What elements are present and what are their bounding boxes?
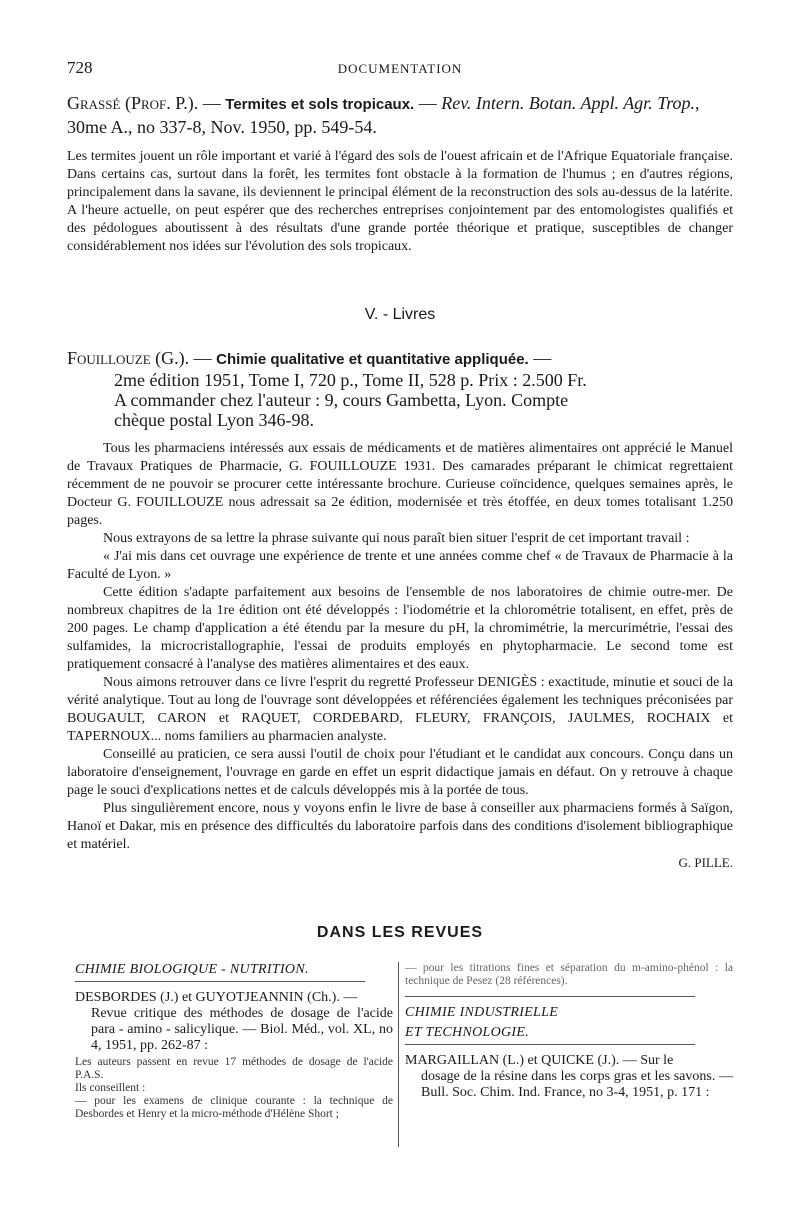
entry-dash: — <box>198 93 226 113</box>
entry-journal: Rev. Intern. Botan. Appl. Agr. Trop. <box>441 93 696 113</box>
book-order-line: A commander chez l'auteur : 9, cours Gambetta, Lyon. Compte <box>114 390 569 410</box>
heading-rule <box>75 981 365 982</box>
book-author: Fouillouze (G.). <box>67 348 190 368</box>
book-dash: — <box>189 348 217 368</box>
heading-rule <box>405 1044 695 1045</box>
entry-citation <box>67 92 733 138</box>
right-column-heading: CHIMIE INDUSTRIELLE <box>405 1005 559 1020</box>
right-note-top: — pour les titrations fines et séparation du m-amino-phénol : la technique de Pesez (28 références). <box>405 962 733 987</box>
entry-details: , 30me A., no 337-8, Nov. 1950, pp. 549-54. <box>67 93 700 137</box>
right-entry-title: dosage de la résine dans les corps gras et les savons. — Bull. Soc. Chim. Ind. France, no 3-4, 1951, p. 171 : <box>421 1069 733 1100</box>
left-entry-authors: DESBORDES (J.) et GUYOTJEANNIN (Ch.). — <box>75 990 358 1005</box>
left-column <box>75 962 393 1121</box>
entry-abstract <box>67 148 733 256</box>
column-divider <box>398 962 399 1147</box>
left-entry-note <box>75 1056 393 1121</box>
book-postal-line: chèque postal Lyon 346-98. <box>114 410 314 430</box>
book-edition: 2me édition 1951, Tome I, 720 p., Tome II, 528 p. Prix : 2.500 Fr. <box>114 370 587 390</box>
left-note-line: Les auteurs passent en revue 17 méthodes de dosage de l'acide P.A.S. <box>75 1056 393 1081</box>
right-column <box>405 962 733 1101</box>
book-dash-2: — <box>528 348 552 368</box>
review-paragraph: Cette édition s'adapte parfaitement aux besoins de l'ensemble de nos laboratoires de chimie outre-mer. De nombreux chapitres de la 1re édition ont été développés : l'iodométrie et la chlorométrie totalisent, en effet, près de 200 pages. Le champ d'application a été étendu par la mesure du pH, la chromimétrie, la mercurimétrie, l'essai des sulfamides, la microcristallographie, l'essai de produits employés en phytopharmacie. Le second tome est pratiquement consacré à l'analyse des matières alimentaires et des eaux. <box>67 585 733 672</box>
left-entry-citation <box>75 990 393 1054</box>
right-entry-citation <box>405 1053 733 1101</box>
book-citation <box>67 348 733 430</box>
right-column-heading-2: ET TECHNOLOGIE. <box>405 1025 530 1040</box>
left-note-line: — pour les examens de clinique courante : la technique de Desbordes et Henry et la micro-méthode d'Hélène Short ; <box>75 1095 393 1120</box>
left-note-line: Ils conseillent : <box>75 1082 146 1094</box>
review-quote: « J'ai mis dans cet ouvrage une expérience de trente et une années comme chef « de Travaux de Pharmacie à la Faculté de Lyon. » <box>67 549 733 582</box>
left-column-heading: CHIMIE BIOLOGIQUE - NUTRITION. <box>75 962 309 977</box>
book-title: Chimie qualitative et quantitative appliquée. <box>216 351 529 368</box>
page-number: 728 <box>67 58 93 77</box>
review-paragraph: Nous aimons retrouver dans ce livre l'esprit du regretté Professeur DENIGÈS : exactitude, minutie et souci de la vérité analytique. Tout au long de l'ouvrage sont développées et référenciées également les techniques préconisées par BOUGAULT, CARON et RAQUET, CORDEBARD, FLEURY, FRANÇOIS, JAULMES, ROCHAIX et TAPERNOUX... noms familiers au pharmacien analyste. <box>67 675 733 744</box>
entry-dash-2: — <box>414 93 442 113</box>
entry-title: Termites et sols tropicaux. <box>225 96 415 113</box>
review-signature: G. PILLE. <box>678 855 733 870</box>
book-review <box>67 440 733 872</box>
entry-author: Grassé (Prof. P.). <box>67 93 199 113</box>
revues-heading: DANS LES REVUES <box>316 924 484 941</box>
left-entry-title: Revue critique des méthodes de dosage de l'acide para - amino - salicylique. — Biol. Méd., vol. XL, no 4, 1951, pp. 262-87 : <box>91 1006 393 1053</box>
review-paragraph: Tous les pharmaciens intéressés aux essais de médicaments et de matières alimentaires ont apprécié le Manuel de Travaux Pratiques de Pharmacie, G. FOUILLOUZE 1931. Des camarades préparant le chimicat regrettaient récemment de ne pouvoir se procurer cette intéressante brochure. Curieuse coïncidence, quelques semaines après, le Docteur G. FOUILLOUZE nous adressait sa 2e édition, modernisée et très étoffée, en deux tomes totalisant 1.250 pages. <box>67 441 733 528</box>
section-heading: V. - Livres <box>364 306 436 323</box>
heading-rule <box>405 996 695 997</box>
right-entry-authors: MARGAILLAN (L.) et QUICKE (J.). — Sur le <box>405 1053 674 1068</box>
review-paragraph: Conseillé au praticien, ce sera aussi l'outil de choix pour l'étudiant et le candidat aux concours. Conçu dans un laboratoire d'enseignement, l'ouvrage en garde en effet un esprit didactique jamais en défaut. On y retrouve à chaque page le souci d'explications nettes et de calculs développés mis à la portée de tous. <box>67 747 733 798</box>
abstract-text: Les termites jouent un rôle important et varié à l'égard des sols de l'ouest africain et de l'Afrique Equatoriale française. Dans certains cas, surtout dans la forêt, les termites font obstacle à la formation de l'humus ; en d'autres régions, principalement dans la savane, ils deviennent le principal élément de la reconstruction des sols au-dessus de la latérite. A l'heure actuelle, on peut espérer que des recherches entreprises conjointement par des entomologistes qualifiés et des pédologues aboutissent à des résultats d'une grande portée théorique et pratique, susceptibles de changer considérablement nos idées sur l'évolution des sols tropicaux. <box>67 149 733 254</box>
review-paragraph: Nous extrayons de sa lettre la phrase suivante qui nous paraît bien situer l'esprit de cet important travail : <box>103 531 690 546</box>
running-title: DOCUMENTATION <box>337 61 463 76</box>
review-paragraph: Plus singulièrement encore, nous y voyons enfin le livre de base à conseiller aux pharmaciens formés à Saïgon, Hanoï et Dakar, mis en présence des difficultés du laboratoire parfois dans des conditions d'isolement bibliographique et matériel. <box>67 801 733 852</box>
